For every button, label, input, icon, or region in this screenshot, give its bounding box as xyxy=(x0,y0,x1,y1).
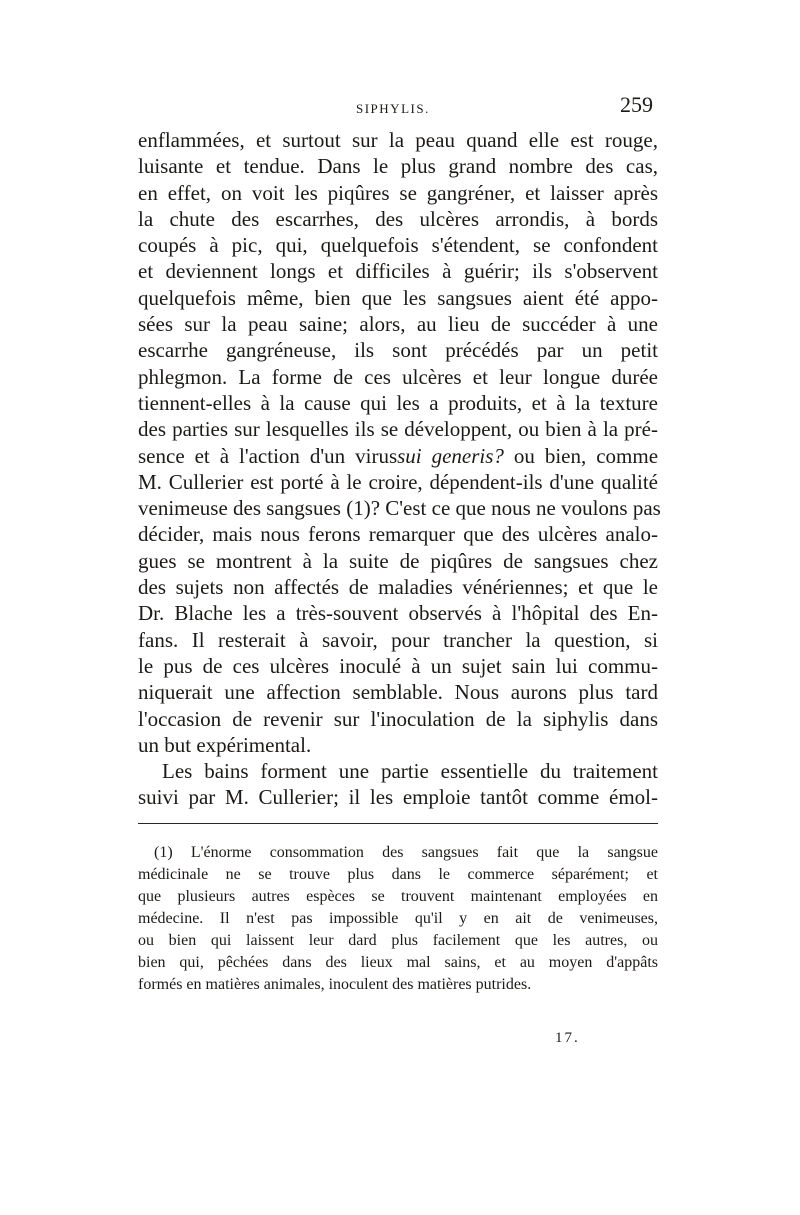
text-line-with-italic xyxy=(138,443,658,469)
body-text xyxy=(138,127,661,811)
signature-mark: 17. xyxy=(555,1030,580,1046)
text-line: des sujets non affectés de maladies vénériennes; et que le xyxy=(138,575,658,600)
text-segment: ou bien, comme xyxy=(503,443,659,468)
text-line: gues se montrent à la suite de piqûres de sangsues chez xyxy=(138,548,658,573)
page-number: 259 xyxy=(620,92,653,117)
text-line: coupés à pic, qui, quelquefois s'étendent, se confondent xyxy=(138,233,658,258)
text-line: phlegmon. La forme de ces ulcères et leur longue durée xyxy=(138,364,658,389)
text-line: en effet, on voit les piqûres se gangréner, et laisser après xyxy=(138,180,658,205)
text-line: quelquefois même, bien que les sangsues aient été appo- xyxy=(138,285,658,310)
text-line: tiennent-elles à la cause qui les a produits, et à la texture xyxy=(138,390,658,415)
text-line: suivi par M. Cullerier; il les emploie tantôt comme émol- xyxy=(138,785,658,810)
text-line: enflammées, et surtout sur la peau quand elle est rouge, xyxy=(138,128,658,152)
text-line: Les bains forment une partie essentielle du traitement xyxy=(162,759,658,784)
footnote-line: médecine. Il n'est pas impossible qu'il y en ait de venimeuses, xyxy=(138,910,658,927)
text-line: venimeuse des sangsues (1)? C'est ce que nous ne voulons pas xyxy=(138,496,661,521)
text-segment: sence et à l'action d'un virus xyxy=(138,443,398,468)
text-line: le pus de ces ulcères inoculé à un sujet sain lui commu- xyxy=(138,653,658,678)
footnote-line: que plusieurs autres espèces se trouvent maintenant employées en xyxy=(138,888,658,905)
text-line: des parties sur lesquelles ils se développent, ou bien à la pré- xyxy=(138,417,658,442)
text-line: et deviennent longs et difficiles à guérir; ils s'observent xyxy=(138,259,658,284)
text-line: escarrhe gangréneuse, ils sont précédés par un petit xyxy=(138,338,658,363)
footnote-line: médicinale ne se trouve plus dans le commerce séparément; et xyxy=(138,866,658,883)
footnote-rule xyxy=(138,823,658,824)
running-head: SIPHYLIS. xyxy=(356,101,430,116)
footnote xyxy=(138,842,658,996)
text-line: M. Cullerier est porté à le croire, dépendent-ils d'une qualité xyxy=(138,469,658,494)
text-line: niquerait une affection semblable. Nous aurons plus tard xyxy=(138,680,658,705)
footnote-line: ou bien qui laissent leur dard plus facilement que les autres, ou xyxy=(138,932,658,949)
footnote-line: bien qui, pêchées dans des lieux mal sains, et au moyen d'appâts xyxy=(138,954,658,971)
text-line: luisante et tendue. Dans le plus grand nombre des cas, xyxy=(138,154,658,179)
text-line: la chute des escarrhes, des ulcères arrondis, à bords xyxy=(138,206,658,231)
text-line: sées sur la peau saine; alors, au lieu de succéder à une xyxy=(138,312,658,337)
text-line: un but expérimental. xyxy=(138,732,312,757)
text-line: fans. Il resterait à savoir, pour trancher la question, si xyxy=(138,627,658,652)
italic-phrase: sui generis? xyxy=(397,443,504,468)
footnote-line: formés en matières animales, inoculent des matières putrides. xyxy=(138,976,532,993)
footnote-line: (1) L'énorme consommation des sangsues fait que la sangsue xyxy=(154,844,658,861)
text-line: Dr. Blache les a très-souvent observés à l'hôpital des En- xyxy=(138,601,658,626)
text-line: décider, mais nous ferons remarquer que des ulcères analo- xyxy=(138,522,658,547)
text-line: l'occasion de revenir sur l'inoculation de la siphylis dans xyxy=(138,706,658,731)
